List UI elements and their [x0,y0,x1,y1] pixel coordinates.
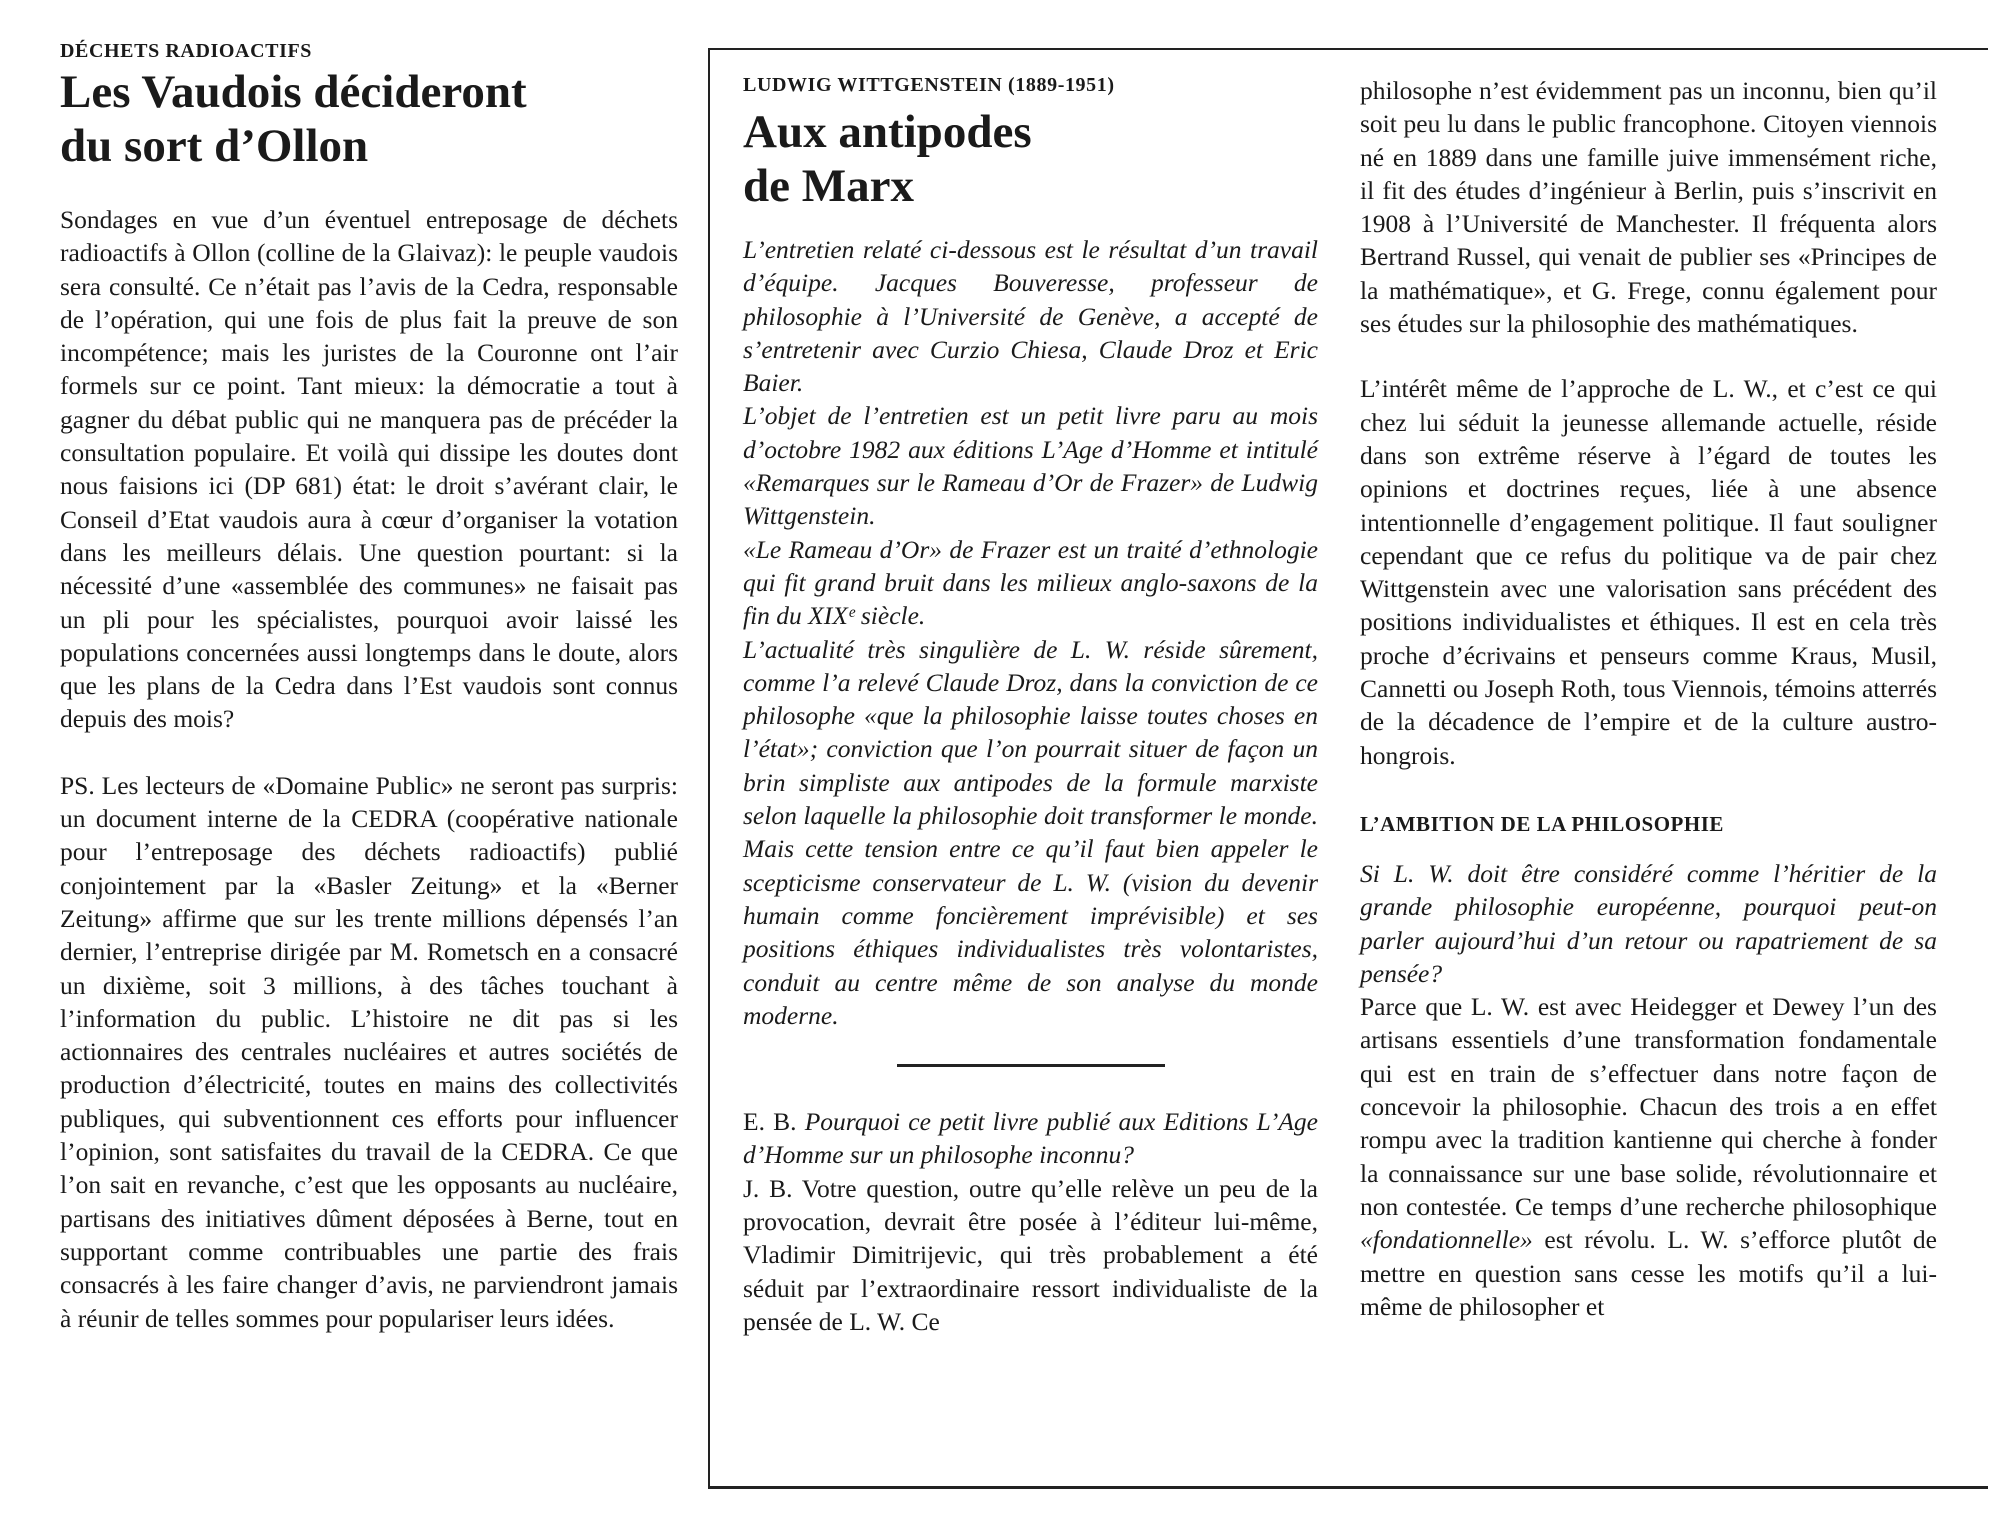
article1-headline [60,65,678,173]
article2-answer-1: J. B. Votre question, outre qu’elle relève un peu de la provocation, devrait être posée à l’éditeur lui-même, Vladimir Dimitrijevic, qui très probablement a été séduit par l’extraordinaire ressort individualiste de la pensée de L. W. Ce [743,1173,1318,1336]
question-text: Pourquoi ce petit livre publié aux Editions L’Age d’Homme sur un philosophe inconnu? [743,1107,1319,1170]
answer-2-end: est révolu. L. W. s’efforce plutôt de mettre en question sans cesse les motifs qu’il a lui-même de philosopher et [1360,1225,1937,1321]
article2-intro-1: L’entretien relaté ci-dessous est le résultat d’un travail d’équipe. Jacques Bouveresse, professeur de philosophie à l’Université de Genève, a accepté de s’entretenir avec Curzio Chiesa, Claude Droz et Eric Baier. [743,235,1318,398]
answer-2-emphasis: «fondationnelle» [1360,1225,1533,1255]
article2-paragraph-interet: L’intérêt même de l’approche de L. W., et c’est ce qui chez lui séduit la jeunesse allemande actuelle, réside dans son extrême réserve à l’égard de toutes les opinions et doctrines reçues, liée à une absence intentionnelle d’engagement politique. Il faut souligner cependant que ce refus du politique va de pair chez Wittgenstein avec une valorisation sans précédent des positions individualistes et éthiques. Il est en cela très proche d’écrivains et penseurs comme Kraus, Musil, Cannetti ou Joseph Roth, tous Viennois, témoins atterrés de la décadence de l’empire et de la culture austro-hongrois. [1360,374,1937,770]
article2-headline-line1: Aux antipodes [743,106,1032,158]
paragraph-spacer [60,736,678,769]
article2-question-1 [743,1105,1318,1172]
article2-intro-2: L’objet de l’entretien est un petit livre paru au mois d’octobre 1982 aux éditions L’Age d’Homme et intitulé «Remarques sur le Rameau d’Or de Frazer» de Ludwig Wittgenstein. [743,401,1318,531]
article2-intro-3: «Le Rameau d’Or» de Frazer est un traité d’ethnologie qui fit grand bruit dans les milieux anglo-saxons de la fin du XIXᵉ siècle. [743,534,1318,631]
article2-headline [743,105,1318,213]
article1-headline-line1: Les Vaudois décideront [60,66,527,118]
article-radioactive-waste [60,40,678,1335]
answer-2-start: Parce que L. W. est avec Heidegger et Dewey l’un des artisans essentiels d’une transformation fondamentale qui est en train de s’effectuer dans notre façon de concevoir la philosophie. Chacun des trois a en effet rompu avec la tradition kantienne qui cherche à fonder la connaissance sur une base solide, révolutionnaire et non contestée. Ce temps d’une recherche philosophique [1360,992,1937,1221]
article2-answer-1-continued: philosophe n’est évidemment pas un inconnu, bien qu’il soit peu lu dans le public francophone. Citoyen viennois né en 1889 dans une famille juive immensément riche, il fit des études d’ingénieur à Berlin, puis s’inscrivit en 1908 à l’Université de Manchester. Il fréquenta alors Bertrand Russel, qui venait de publier ses «Principes de la mathématique», et G. Frege, connu également pour ses études sur la philosophie des mathématiques. [1360,76,1937,339]
article2-question-2: Si L. W. doit être considéré comme l’héritier de la grande philosophie européenne, pourquoi peut-on parler aujourd’hui d’un retour ou rapatriement de sa pensée? [1360,858,1937,988]
question-speaker: E. B. [743,1107,797,1137]
article1-kicker: DÉCHETS RADIOACTIFS [60,40,313,62]
article1-headline-line2: du sort d’Ollon [60,120,369,172]
paragraph-spacer [1360,340,1937,372]
article-wittgenstein-col1 [743,74,1318,1338]
article1-paragraph-ps: PS. Les lecteurs de «Domaine Public» ne seront pas surpris: un document interne de la CEDRA (coopérative nationale pour l’entreposage des déchets radioactifs) publié conjointement par la «Basler Zeitung» et la «Berner Zeitung» affirme que sur les trente millions dépensés l’an dernier, l’entreprise dirigée par M. Rometsch en a consacré un dixième, soit 3 millions, à des tâches touchant à l’information du public. L’histoire ne dit pas si les actionnaires des centrales nucléaires et autres sociétés de production d’électricité, toutes en mains des collectivités publiques, qui subventionnent ces efforts pour influencer l’opinion, sont satisfaites du travail de la CEDRA. Ce que l’on sait en revanche, c’est que les opposants au nucléaire, partisans des initiatives dûment déposées à Berne, tout en supportant comme contribuables une partie des frais consacrés à les faire changer d’avis, ne parviendront jamais à réunir de telles sommes pour populariser leurs idées. [60,770,678,1333]
article-wittgenstein-col2 [1360,74,1937,1323]
article1-paragraph-1: Sondages en vue d’un éventuel entreposage de déchets radioactifs à Ollon (colline de la Glaivaz): le peuple vaudois sera consulté. Ce n’était pas l’avis de la Cedra, responsable de l’opération, qui une fois de plus fait la preuve de son incompétence; mais les juristes de la Couronne ont l’air formels sur ce point. Tant mieux: la démocratie a tout à gagner du débat public qui ne manquera pas de précéder la consultation populaire. Et voilà qui dissipe les doutes dont nous faisions ici (DP 681) état: le droit s’avérant clair, le Conseil d’Etat vaudois aura à cœur d’organiser la votation dans les meilleurs délais. Une question pourtant: si la nécessité d’une «assemblée des communes» ne faisait pas un pli pour les spécialistes, pourquoi avoir laissé les populations concernées aussi longtemps dans le doute, alors que les plans de la Cedra dans l’Est vaudois sont connus depuis des mois? [60,205,678,734]
paragraph-spacer [1360,772,1937,812]
section-divider [897,1064,1165,1067]
article2-headline-line2: de Marx [743,160,914,212]
article2-kicker: LUDWIG WITTGENSTEIN (1889-1951) [743,74,1115,96]
article2-intro-4: L’actualité très singulière de L. W. réside sûrement, comme l’a relevé Claude Droz, dans la conviction de ce philosophe «que la philosophie laisse toutes choses en l’état»; conviction que l’on pourrait situer de façon un brin simpliste aux antipodes de la formule marxiste selon laquelle la philosophie doit transformer le monde. Mais cette tension entre ce qu’il faut bien appeler le scepticisme conservateur de L. W. (vision du devenir humain comme foncièrement imprévisible) et ses positions éthiques individualistes très volontaristes, conduit au centre même de son analyse du monde moderne. [743,634,1318,1030]
article2-subhead: L’AMBITION DE LA PHILOSOPHIE [1360,811,1724,836]
article2-answer-2 [1360,990,1937,1323]
